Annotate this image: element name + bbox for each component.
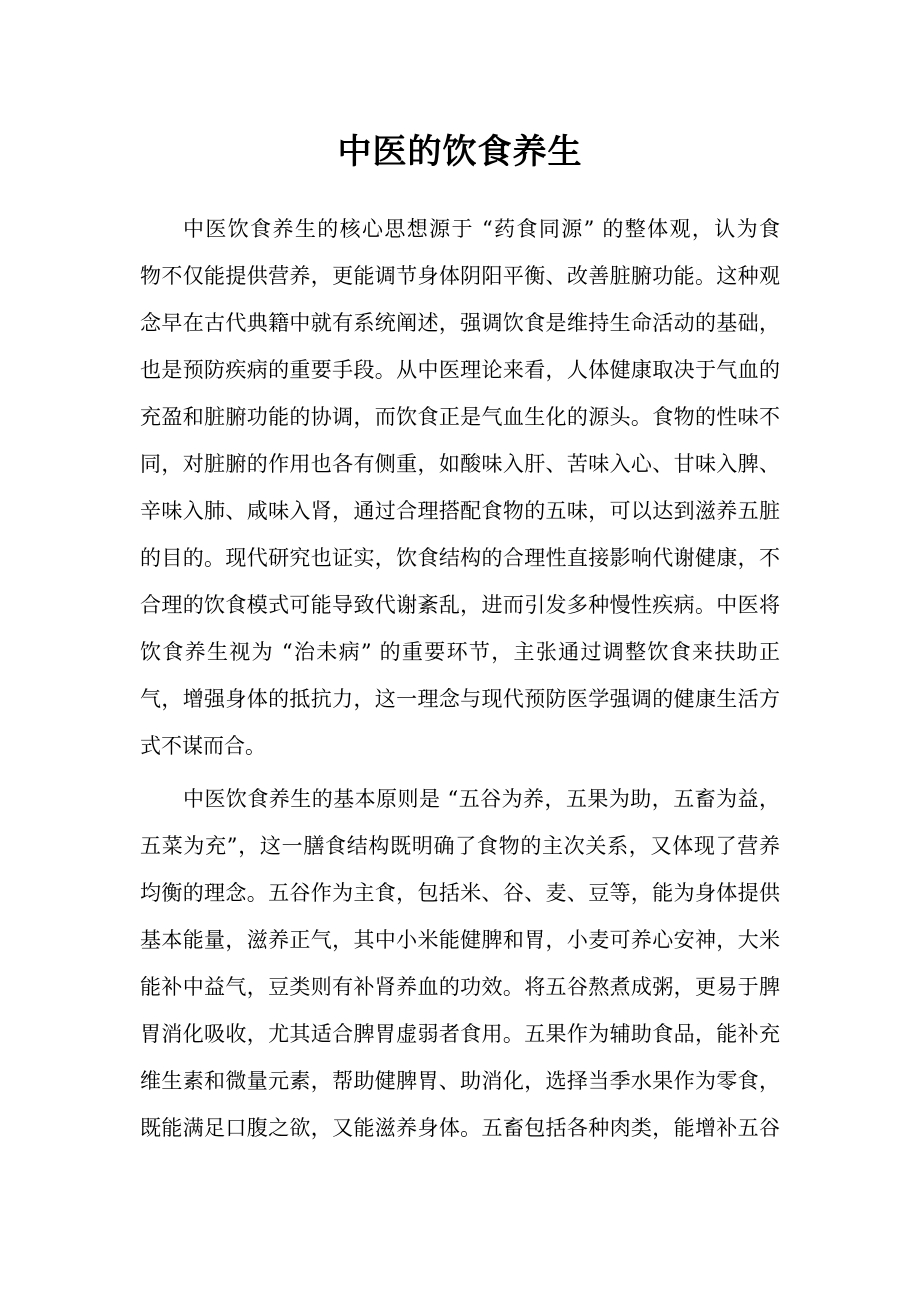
text-line: 中医饮食养生的核心思想源于 “药食同源” 的整体观，认为食 xyxy=(183,217,780,241)
text-line: 也是预防疾病的重要手段。从中医理论来看，人体健康取决于气血的 xyxy=(140,358,780,382)
text-line: 维生素和微量元素，帮助健脾胃、助消化，选择当季水果作为零食， xyxy=(140,1069,780,1093)
text-line: 能补中益气，豆类则有补肾养血的功效。将五谷熬煮成粥，更易于脾 xyxy=(140,975,780,999)
text-line: 胃消化吸收，尤其适合脾胃虚弱者食用。五果作为辅助食品，能补充 xyxy=(140,1022,780,1046)
paragraph-1 xyxy=(140,210,780,774)
text-line: 同，对脏腑的作用也各有侧重，如酸味入肝、苦味入心、甘味入脾、 xyxy=(140,452,780,476)
text-line: 既能满足口腹之欲，又能滋养身体。五畜包括各种肉类，能增补五谷 xyxy=(140,1116,780,1140)
text-line: 充盈和脏腑功能的协调，而饮食正是气血生化的源头。食物的性味不 xyxy=(140,405,780,429)
text-line: 气，增强身体的抵抗力，这一理念与现代预防医学强调的健康生活方 xyxy=(140,687,780,711)
text-line: 式不谋而合。 xyxy=(140,734,266,758)
text-line: 物不仅能提供营养，更能调节身体阴阳平衡、改善脏腑功能。这种观 xyxy=(140,264,780,288)
text-line: 五菜为充”，这一膳食结构既明确了食物的主次关系，又体现了营养 xyxy=(140,834,780,858)
text-line: 均衡的理念。五谷作为主食，包括米、谷、麦、豆等，能为身体提供 xyxy=(140,881,780,905)
text-line: 辛味入肺、咸味入肾，通过合理搭配食物的五味，可以达到滋养五脏 xyxy=(140,499,780,523)
paragraph-2 xyxy=(140,780,780,1156)
text-line: 念早在古代典籍中就有系统阐述，强调饮食是维持生命活动的基础， xyxy=(140,311,780,335)
text-line: 饮食养生视为 “治未病” 的重要环节，主张通过调整饮食来扶助正 xyxy=(140,640,780,664)
document-title: 中医的饮食养生 xyxy=(337,132,583,172)
text-line: 合理的饮食模式可能导致代谢紊乱，进而引发多种慢性疾病。中医将 xyxy=(140,593,780,617)
text-line: 中医饮食养生的基本原则是 “五谷为养，五果为助，五畜为益， xyxy=(183,787,780,811)
text-line: 的目的。现代研究也证实，饮食结构的合理性直接影响代谢健康，不 xyxy=(140,546,780,570)
document-body xyxy=(140,210,780,1156)
text-line: 基本能量，滋养正气，其中小米能健脾和胃，小麦可养心安神，大米 xyxy=(140,928,780,952)
